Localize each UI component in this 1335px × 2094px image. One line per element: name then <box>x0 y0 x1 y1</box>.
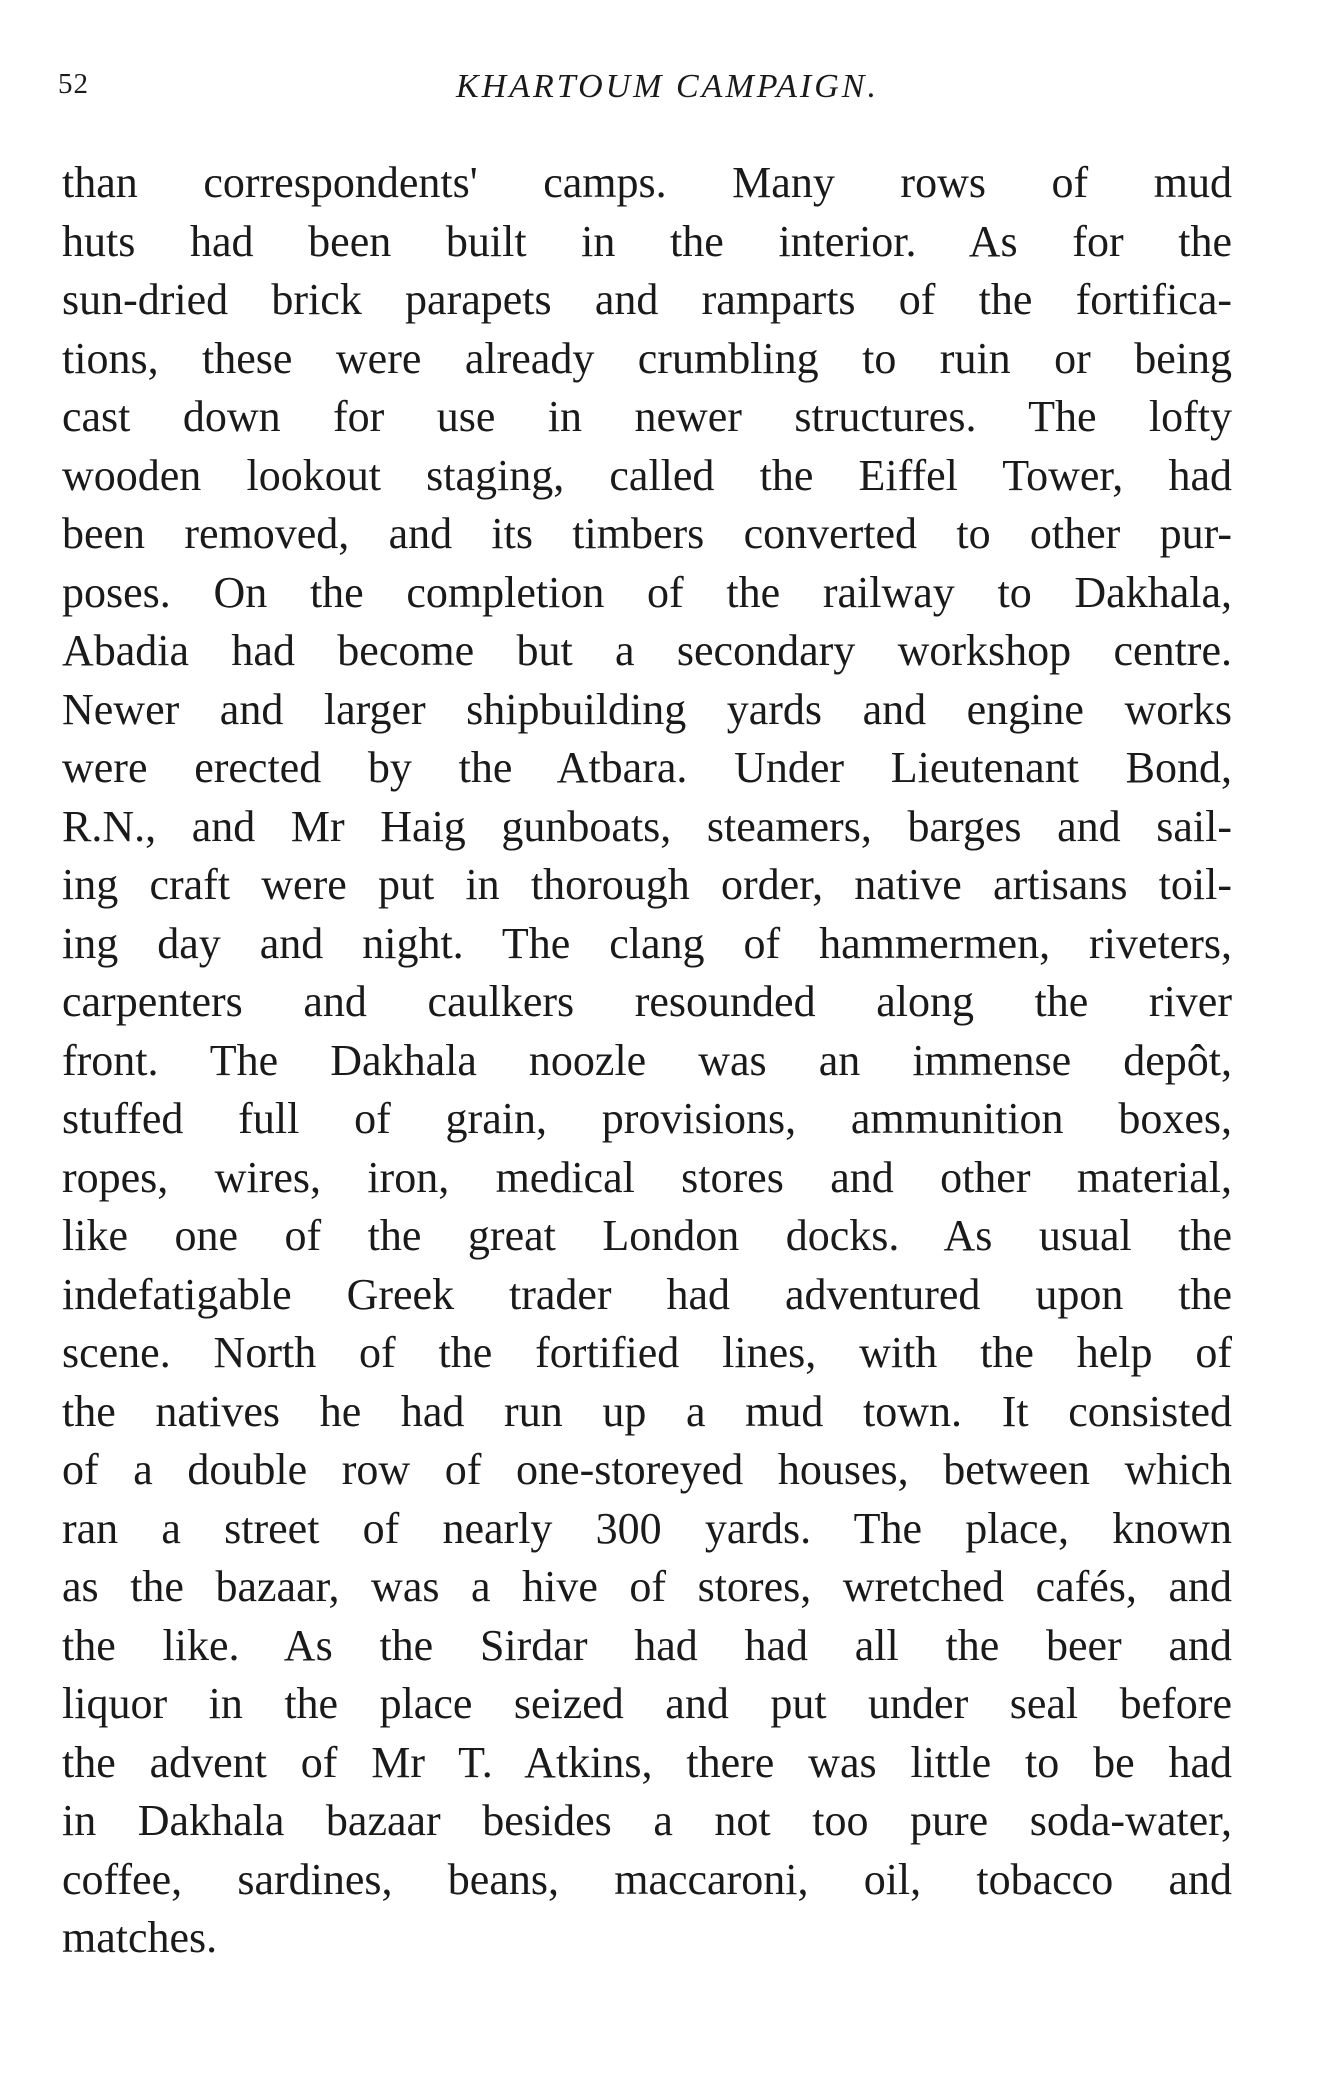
text-line: ran a street of nearly 300 yards. The place, known <box>62 1503 1232 1553</box>
text-line: wooden lookout staging, called the Eiffel Tower, had <box>62 450 1232 500</box>
text-line: R.N., and Mr Haig gunboats, steamers, barges and sail- <box>62 801 1232 851</box>
text-line: Newer and larger shipbuilding yards and engine works <box>62 684 1232 734</box>
text-line: been removed, and its timbers converted to other pur- <box>62 509 1232 558</box>
page-number: 52 <box>58 68 89 100</box>
text-line: the like. As the Sirdar had had all the beer and <box>62 1620 1232 1670</box>
text-line: ing day and night. The clang of hammermen, riveters, <box>62 918 1232 968</box>
text-line: in Dakhala bazaar besides a not too pure soda-water, <box>62 1796 1232 1845</box>
text-line: scene. North of the fortified lines, with the help of <box>62 1328 1232 1377</box>
text-line: carpenters and caulkers resounded along the river <box>62 977 1232 1026</box>
text-line: huts had been built in the interior. As for the <box>62 216 1232 266</box>
text-line: coffee, sardines, beans, maccaroni, oil, tobacco and <box>62 1854 1232 1904</box>
text-line: the advent of Mr T. Atkins, there was little to be had <box>62 1737 1232 1787</box>
text-line: liquor in the place seized and put under seal before <box>62 1679 1232 1728</box>
text-line: as the bazaar, was a hive of stores, wretched cafés, and <box>62 1562 1232 1611</box>
text-line: cast down for use in newer structures. The lofty <box>62 392 1232 441</box>
text-line: front. The Dakhala noozle was an immense depôt, <box>62 1035 1232 1085</box>
text-line: of a double row of one-storeyed houses, between which <box>62 1445 1232 1494</box>
text-line: indefatigable Greek trader had adventured upon the <box>62 1269 1232 1319</box>
text-line: poses. On the completion of the railway to Dakhala, <box>62 567 1232 617</box>
text-line: were erected by the Atbara. Under Lieutenant Bond, <box>62 743 1232 792</box>
running-head: KHARTOUM CAMPAIGN. <box>456 68 879 105</box>
text-line: Abadia had become but a secondary workshop centre. <box>62 626 1232 675</box>
text-line-last: matches. <box>62 1913 218 1962</box>
text-line: tions, these were already crumbling to ruin or being <box>62 333 1232 383</box>
text-line: like one of the great London docks. As usual the <box>62 1211 1232 1260</box>
text-line: ropes, wires, iron, medical stores and other material, <box>62 1152 1232 1202</box>
text-line: ing craft were put in thorough order, native artisans toil- <box>62 860 1232 909</box>
body-text <box>62 154 1232 1968</box>
text-line: than correspondents' camps. Many rows of mud <box>62 158 1232 207</box>
text-line: stuffed full of grain, provisions, ammunition boxes, <box>62 1094 1232 1143</box>
text-line: the natives he had run up a mud town. It consisted <box>62 1386 1232 1436</box>
text-line: sun-dried brick parapets and ramparts of the fortifica- <box>62 275 1232 324</box>
